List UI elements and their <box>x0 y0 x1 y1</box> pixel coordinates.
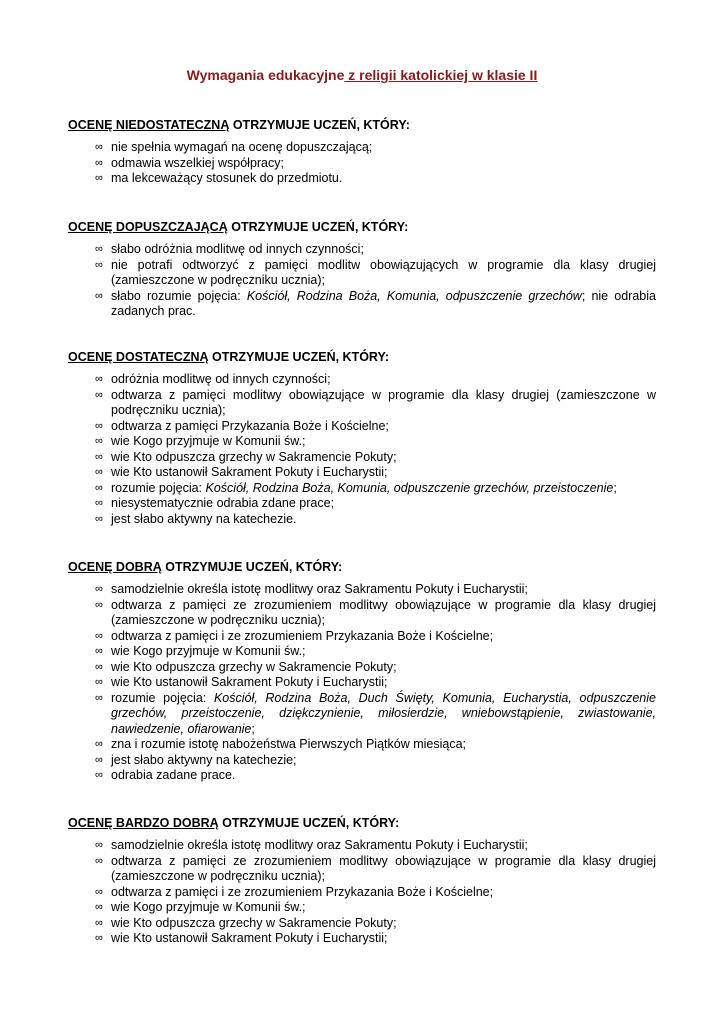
infinity-bullet-icon: ∞ <box>95 373 103 385</box>
requirements-list <box>68 372 656 527</box>
list-item <box>68 496 656 512</box>
list-item <box>68 691 656 738</box>
requirements-list <box>68 242 656 320</box>
infinity-bullet-icon: ∞ <box>95 932 103 944</box>
infinity-bullet-icon: ∞ <box>95 258 103 271</box>
list-item <box>68 768 656 784</box>
list-item <box>68 644 656 660</box>
list-item <box>68 512 656 528</box>
infinity-bullet-icon: ∞ <box>95 583 103 595</box>
item-text: niesystematycznie odrabia zdane prace; <box>111 496 335 510</box>
grade-label: OCENĘ DOSTATECZNĄ <box>68 350 209 364</box>
infinity-bullet-icon: ∞ <box>95 901 103 913</box>
section-heading <box>68 117 656 133</box>
list-item <box>68 419 656 435</box>
item-text: wie Kto ustanowił Sakrament Pokuty i Eucharystii; <box>111 931 388 945</box>
infinity-bullet-icon: ∞ <box>95 435 103 447</box>
infinity-bullet-icon: ∞ <box>95 141 103 153</box>
infinity-bullet-icon: ∞ <box>95 676 103 688</box>
item-text: ; <box>251 721 255 736</box>
heading-rest: OTRZYMUJE UCZEŃ, KTÓRY: <box>218 816 400 830</box>
item-text: wie Kto ustanowił Sakrament Pokuty i Eucharystii; <box>111 675 388 689</box>
italic-terms: Kościół, Rodzina Boża, Komunia, odpuszczenie grzechów, przeistoczenie <box>205 480 614 495</box>
list-item <box>68 582 656 598</box>
requirements-list <box>68 582 656 784</box>
infinity-bullet-icon: ∞ <box>95 660 103 673</box>
infinity-bullet-icon: ∞ <box>95 388 103 401</box>
list-item <box>68 931 656 947</box>
section-heading <box>68 559 656 575</box>
infinity-bullet-icon: ∞ <box>95 497 103 509</box>
section-dostateczna <box>68 349 656 527</box>
infinity-bullet-icon: ∞ <box>95 419 103 432</box>
list-item <box>68 675 656 691</box>
title-part1: Wymagania edukacyjne <box>186 67 345 83</box>
item-text: słabo odróżnia modlitwę od innych czynności; <box>111 242 364 256</box>
item-text: rozumie pojęcia: <box>111 690 214 705</box>
grade-label: OCENĘ DOBRĄ <box>68 560 162 574</box>
list-item <box>68 629 656 645</box>
item-text: zna i rozumie istotę nabożeństwa Pierwszych Piątków miesiąca; <box>111 737 467 751</box>
item-text: jest słabo aktywny na katechezie. <box>111 511 297 526</box>
item-text: nie potrafi odtworzyć z pamięci modlitw obowiązujących w programie dla klasy drugiej (zamieszczone w podręczniku ucznia); <box>111 257 656 287</box>
list-item <box>68 372 656 388</box>
list-item <box>68 660 656 676</box>
item-text: odróżnia modlitwę od innych czynności; <box>111 372 331 386</box>
list-item <box>68 156 656 172</box>
list-item <box>68 242 656 258</box>
item-text: wie Kogo przyjmuje w Komunii św.; <box>111 434 306 448</box>
requirements-list <box>68 140 656 187</box>
item-text: odtwarza z pamięci ze zrozumieniem modlitwy obowiązujące w programie dla klasy drugiej (zamieszczone w podręczniku ucznia); <box>111 597 656 627</box>
item-text: wie Kogo przyjmuje w Komunii św.; <box>111 644 306 658</box>
infinity-bullet-icon: ∞ <box>95 466 103 478</box>
infinity-bullet-icon: ∞ <box>95 645 103 657</box>
item-text: wie Kto ustanowił Sakrament Pokuty i Eucharystii; <box>111 465 388 479</box>
infinity-bullet-icon: ∞ <box>95 172 103 184</box>
document-title <box>0 66 724 84</box>
item-text: odmawia wszelkiej współpracy; <box>111 155 284 170</box>
infinity-bullet-icon: ∞ <box>95 289 103 302</box>
item-text: ; <box>613 480 617 495</box>
list-item <box>68 854 656 885</box>
italic-terms: Kościół, Rodzina Boża, Duch Święty, Komunia, Eucharystia, odpuszczenie grzechów, przeistoczenie, dziękczynienie, miłosierdzie, wniebowstąpienie, zwiastowanie, nawiedzenie, ofiarowanie <box>111 690 656 736</box>
list-item <box>68 753 656 769</box>
section-dopuszczajaca <box>68 219 656 320</box>
requirements-list <box>68 838 656 947</box>
heading-rest: OTRZYMUJE UCZEŃ, KTÓRY: <box>227 220 409 234</box>
infinity-bullet-icon: ∞ <box>95 691 103 704</box>
item-text: wie Kogo przyjmuje w Komunii św.; <box>111 900 306 914</box>
item-text: nie spełnia wymagań na ocenę dopuszczającą; <box>111 140 373 154</box>
item-text: odrabia zadane prace. <box>111 768 236 782</box>
item-text: słabo rozumie pojęcia: <box>111 288 247 303</box>
infinity-bullet-icon: ∞ <box>95 481 103 494</box>
list-item <box>68 289 656 320</box>
section-heading <box>68 349 656 365</box>
item-text: samodzielnie określa istotę modlitwy oraz Sakramentu Pokuty i Eucharystii; <box>111 838 528 852</box>
section-bardzo-dobra <box>68 815 656 947</box>
list-item <box>68 885 656 901</box>
section-heading <box>68 815 656 831</box>
section-niedostateczna <box>68 117 656 187</box>
list-item <box>68 434 656 450</box>
infinity-bullet-icon: ∞ <box>95 450 103 463</box>
grade-label: OCENĘ BARDZO DOBRĄ <box>68 816 219 830</box>
list-item <box>68 598 656 629</box>
list-item <box>68 838 656 854</box>
item-text: odtwarza z pamięci modlitwy obowiązujące w programie dla klasy drugiej (zamieszczone w podręczniku ucznia); <box>111 387 656 417</box>
infinity-bullet-icon: ∞ <box>95 629 103 642</box>
item-text: wie Kto odpuszcza grzechy w Sakramencie Pokuty; <box>111 915 397 930</box>
infinity-bullet-icon: ∞ <box>95 769 103 781</box>
section-dobra <box>68 559 656 784</box>
heading-rest: OTRZYMUJE UCZEŃ, KTÓRY: <box>161 560 343 574</box>
infinity-bullet-icon: ∞ <box>95 243 103 255</box>
item-text: odtwarza z pamięci i ze zrozumieniem Przykazania Boże i Kościelne; <box>111 628 494 643</box>
list-item <box>68 171 656 187</box>
title-part2: z religii katolickiej w klasie II <box>344 67 538 83</box>
item-text: samodzielnie określa istotę modlitwy oraz Sakramentu Pokuty i Eucharystii; <box>111 582 528 596</box>
infinity-bullet-icon: ∞ <box>95 753 103 766</box>
heading-rest: OTRZYMUJE UCZEŃ, KTÓRY: <box>229 118 410 132</box>
infinity-bullet-icon: ∞ <box>95 738 103 750</box>
list-item <box>68 900 656 916</box>
grade-label: OCENĘ DOPUSZCZAJĄCĄ <box>68 220 228 234</box>
item-text: rozumie pojęcia: <box>111 480 206 495</box>
item-text: ma lekceważący stosunek do przedmiotu. <box>111 171 343 185</box>
italic-terms: Kościół, Rodzina Boża, Komunia, odpuszczenie grzechów <box>246 288 582 303</box>
infinity-bullet-icon: ∞ <box>95 839 103 851</box>
item-text: wie Kto odpuszcza grzechy w Sakramencie Pokuty; <box>111 659 397 674</box>
item-text: odtwarza z pamięci Przykazania Boże i Kościelne; <box>111 418 389 433</box>
item-text: odtwarza z pamięci ze zrozumieniem modlitwy obowiązujące w programie dla klasy drugiej (zamieszczone w podręczniku ucznia); <box>111 853 656 883</box>
item-text: jest słabo aktywny na katechezie; <box>111 752 297 767</box>
infinity-bullet-icon: ∞ <box>95 885 103 898</box>
infinity-bullet-icon: ∞ <box>95 916 103 929</box>
item-text: wie Kto odpuszcza grzechy w Sakramencie Pokuty; <box>111 449 397 464</box>
section-heading <box>68 219 656 235</box>
list-item <box>68 450 656 466</box>
item-text: ; nie odrabia zadanych prac. <box>111 288 656 318</box>
infinity-bullet-icon: ∞ <box>95 156 103 169</box>
infinity-bullet-icon: ∞ <box>95 598 103 611</box>
list-item <box>68 258 656 289</box>
list-item <box>68 140 656 156</box>
list-item <box>68 481 656 497</box>
list-item <box>68 465 656 481</box>
heading-rest: OTRZYMUJE UCZEŃ, KTÓRY: <box>208 350 390 364</box>
grade-label: OCENĘ NIEDOSTATECZNĄ <box>68 118 230 132</box>
list-item <box>68 388 656 419</box>
list-item <box>68 737 656 753</box>
list-item <box>68 916 656 932</box>
infinity-bullet-icon: ∞ <box>95 854 103 867</box>
infinity-bullet-icon: ∞ <box>95 512 103 525</box>
item-text: odtwarza z pamięci i ze zrozumieniem Przykazania Boże i Kościelne; <box>111 884 494 899</box>
